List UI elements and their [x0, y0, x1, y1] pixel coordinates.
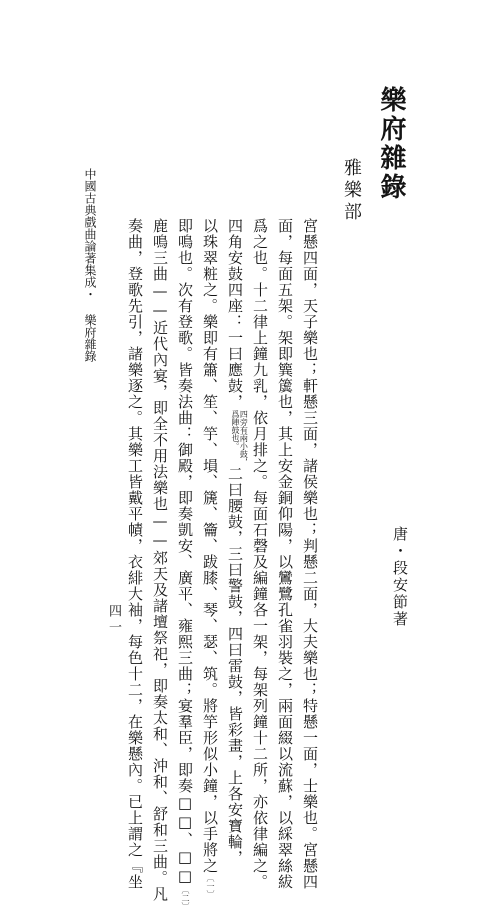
body-column-3-text-b: 每面石磬及編鐘各一架，每架列鐘十二所，亦依律編之。 [251, 490, 269, 890]
body-column-4 [227, 218, 247, 866]
body-column-4-text-a: 四角安鼓四座：一曰應鼓， [226, 218, 244, 410]
body-column-3 [252, 218, 267, 890]
author-line: 唐・段安節著 [391, 526, 409, 628]
drum-note-line-2: 爲陣鼓也。 [231, 410, 240, 450]
book-title: 樂府雜錄 [376, 86, 406, 202]
body-column-8: 奏曲，登歌先引，諸樂逐之。其樂工皆戴平幘，衣緋大袖，每色十二，在樂懸內。已上謂之『坐 [126, 218, 144, 890]
note-marker-2: 〔二〕 [181, 886, 190, 910]
body-column-5-text: 以珠翠粧之。樂即有簫、笙、竽、塤、篪、籥、跋膝、琴、瑟、筑。將竽形似小鐘，以手將之 [201, 218, 219, 874]
footer-series-text: 中國古典戲曲論著集成・ [83, 168, 97, 300]
footer-series [84, 168, 96, 362]
body-column-5 [202, 218, 217, 898]
page-number: 四一 [106, 604, 121, 636]
body-column-1: 宮懸四面，天子樂也；軒懸三面，諸侯樂也；判懸二面，大夫樂也；特懸一面，士樂也。宮懸四 [301, 218, 319, 890]
note-marker-1: 〔一〕 [206, 874, 215, 898]
drum-note-line-1: 四旁有兩小鼓， [239, 410, 249, 466]
body-column-3-text-a: 爲之也。十二律上鐘九乳，依月排之。 [251, 218, 269, 490]
footer-running-title: 樂府雜錄 [83, 314, 97, 362]
body-column-6-text: 即鳴也。次有登歌。皆奏法曲：御殿，即奏凱安、廣平、雍熙三曲；宴羣臣，即奏□□、□□ [176, 218, 194, 886]
section-title: 雅樂部 [341, 158, 362, 224]
body-column-2: 面，每面五架。架即簨簴也，其上安金銅仰陽，以鸞鷺孔雀羽裝之，兩面綴以流蘇，以綵翠絲紱 [276, 218, 294, 890]
body-column-7: 鹿鳴三曲——近代內宴，即全不用法樂也——郊天及諸壇祭祀，即奏太和、沖和、舒和三曲。凡 [151, 218, 169, 902]
body-column-4-text-b: 二曰腰鼓，三曰警鼓，四曰雷鼓，皆彩畫，上各安寶輪， [226, 466, 244, 866]
body-column-6 [177, 218, 192, 910]
drum-note [231, 410, 248, 466]
